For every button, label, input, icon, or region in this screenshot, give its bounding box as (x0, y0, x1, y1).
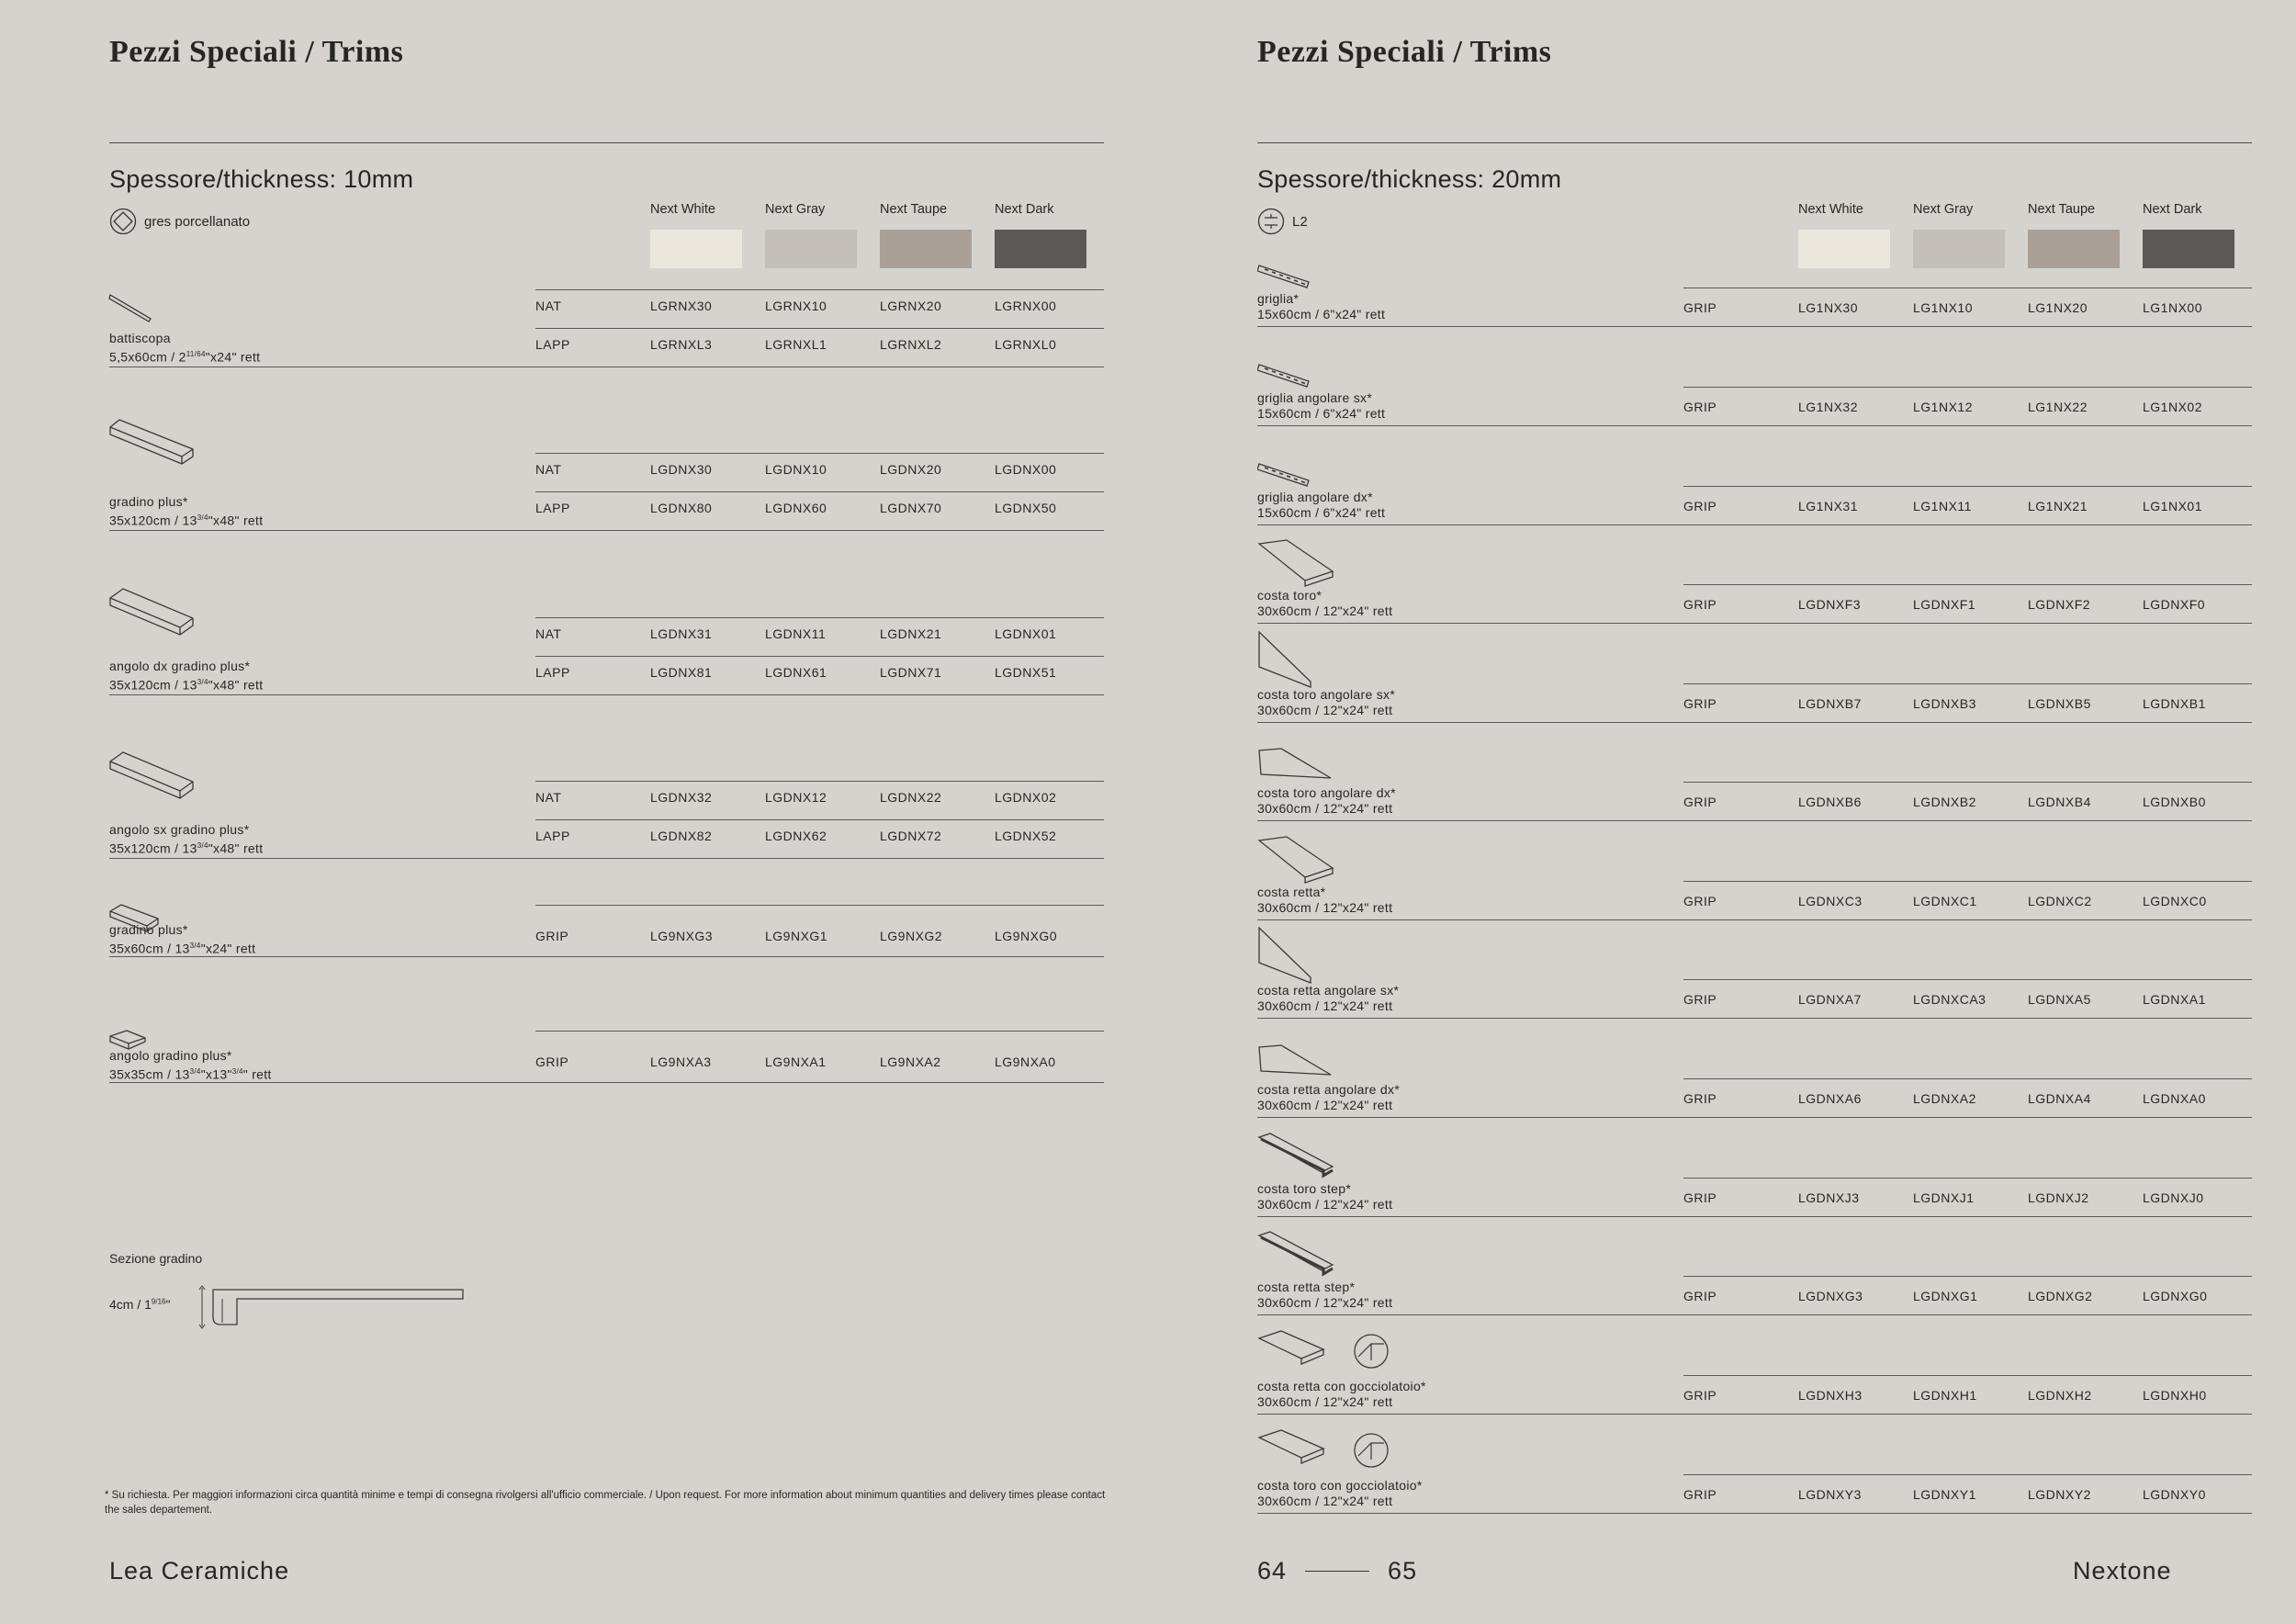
product-dimensions: 30x60cm / 12"x24" rett (1257, 1295, 1393, 1310)
dim-fraction: 3/4 (197, 841, 208, 850)
finish-code: GRIP (1683, 1091, 1717, 1106)
product-code: LGDNXF1 (1913, 597, 1976, 612)
page-number-right: 65 (1388, 1557, 1418, 1585)
brand-name: Lea Ceramiche (109, 1557, 290, 1585)
finish-code: GRIP (1683, 1190, 1717, 1205)
step-edge-icon (1257, 1132, 1335, 1187)
material-name: L2 (1292, 213, 1308, 230)
finish-code: GRIP (1683, 499, 1717, 513)
edge-corner-right-icon (1257, 1043, 1335, 1084)
finish-code: LAPP (535, 337, 570, 352)
product-code: LGDNX00 (995, 462, 1057, 477)
product-code: LG1NX10 (1913, 300, 1973, 315)
product-code: LGDNXF2 (2028, 597, 2091, 612)
row-divider-upper (1683, 1375, 2252, 1376)
product-code: LGDNXJ3 (1798, 1190, 1860, 1205)
product-code: LG9NXG1 (765, 929, 828, 943)
product-code: LGDNXB2 (1913, 795, 1976, 809)
product-code: LG1NX00 (2143, 300, 2202, 315)
row-divider (535, 328, 1104, 329)
row-divider (535, 289, 1104, 290)
product-code: LGRNX30 (650, 299, 713, 313)
material-label (109, 208, 250, 235)
row-divider (1257, 1117, 2252, 1118)
finish-code: GRIP (1683, 894, 1717, 908)
color-swatch (880, 230, 972, 268)
product-code: LGDNXY0 (2143, 1487, 2206, 1502)
product-code: LGRNXL1 (765, 337, 827, 352)
product-code: LGRNX20 (880, 299, 942, 313)
product-dimensions: 15x60cm / 6"x24" rett (1257, 307, 1386, 321)
product-code: LG9NXG0 (995, 929, 1058, 943)
product-code: LGDNXB4 (2028, 795, 2091, 809)
collection-name: Nextone (2073, 1557, 2172, 1585)
product-code: LGDNXA6 (1798, 1091, 1862, 1106)
product-code: LGDNXH0 (2143, 1388, 2207, 1403)
product-code: LG1NX31 (1798, 499, 1858, 513)
skirting-board-icon (108, 291, 154, 324)
product-code: LGDNXB0 (2143, 795, 2206, 809)
color-swatch (2028, 230, 2120, 268)
material-name: gres porcellanato (144, 213, 251, 230)
row-divider (535, 819, 1104, 820)
product-label (1257, 291, 1385, 322)
row-divider-upper (1683, 1276, 2252, 1277)
row-divider-upper (1683, 1078, 2252, 1079)
product-code: LGRNXL3 (650, 337, 713, 352)
right-page (1148, 0, 2296, 1624)
product-dimensions: $35x120cm / 13^{3/4}"x48$" rett (109, 513, 264, 528)
product-dimensions: 30x60cm / 12"x24" rett (1257, 1394, 1393, 1409)
color-swatch (2143, 230, 2234, 268)
row-divider-upper (1683, 584, 2252, 585)
product-code: LGDNX10 (765, 462, 827, 477)
product-dimensions: 30x60cm / 12"x24" rett (1257, 1098, 1393, 1112)
product-code: LG9NXA3 (650, 1054, 712, 1069)
product-code: LG1NX20 (2028, 300, 2088, 315)
product-dimensions: $35x35cm / 13^{3/4}"x13"^{3/4}$" rett (109, 1066, 272, 1082)
grille-icon (1257, 262, 1312, 293)
product-label (109, 822, 263, 857)
dim-fraction: 3/4 (231, 1067, 243, 1076)
finish-code: NAT (535, 790, 562, 805)
step-edge-icon (1257, 1230, 1335, 1285)
product-name: griglia angolare sx* (1257, 390, 1373, 405)
finish-code: NAT (535, 462, 562, 477)
product-name: costa toro* (1257, 588, 1322, 603)
product-code: LG1NX22 (2028, 400, 2088, 414)
product-dimensions: 30x60cm / 12"x24" rett (1257, 1494, 1393, 1508)
row-divider-upper (1683, 387, 2252, 388)
color-column-header: Next White (1798, 202, 1863, 217)
product-code: LG1NX30 (1798, 300, 1858, 315)
finish-code: GRIP (1683, 696, 1717, 711)
product-name: costa toro con gocciolatoio* (1257, 1478, 1423, 1493)
row-divider (535, 530, 1104, 531)
product-code: LG1NX01 (2143, 499, 2202, 513)
row-divider (1257, 326, 2252, 327)
product-name: costa retta angolare dx* (1257, 1082, 1401, 1097)
product-label (109, 331, 260, 366)
product-code: LGDNXC1 (1913, 894, 1977, 908)
row-divider-upper (1683, 486, 2252, 487)
thickness-heading: Spessore/thickness: 20mm (1257, 165, 1562, 193)
product-code: LGDNXA0 (2143, 1091, 2206, 1106)
name-underline (109, 694, 535, 695)
row-divider (1257, 722, 2252, 723)
row-divider (535, 956, 1104, 957)
color-column-header: Next Dark (2143, 202, 2202, 217)
color-swatch (650, 230, 742, 268)
product-dimensions: $5,5x60cm / 2^{11/64}"x24$" rett (109, 349, 261, 365)
product-label (1257, 1478, 1423, 1509)
row-divider (1257, 623, 2252, 624)
product-code: LGDNXG2 (2028, 1289, 2093, 1303)
product-code: LGDNX70 (880, 501, 942, 515)
step-section-drawing (195, 1284, 470, 1330)
product-code: LGDNX51 (995, 665, 1057, 680)
finish-code: GRIP (535, 1054, 569, 1069)
title-rule (1257, 142, 2252, 143)
product-code: LGDNX60 (765, 501, 827, 515)
product-label (1257, 785, 1396, 817)
product-dimensions: 15x60cm / 6"x24" rett (1257, 505, 1386, 520)
section-dimension: $4cm / 1^{9/16}$" (109, 1297, 171, 1312)
product-name: griglia angolare dx* (1257, 490, 1373, 504)
finish-code: NAT (535, 299, 562, 313)
name-underline (109, 858, 535, 859)
page-number-divider (1305, 1571, 1369, 1572)
row-divider (535, 453, 1104, 454)
name-underline (109, 530, 535, 531)
row-divider (535, 617, 1104, 618)
product-dimensions: $35x60cm / 13^{3/4}"x24$" rett (109, 941, 256, 956)
product-label (1257, 490, 1385, 521)
product-code: LGDNX61 (765, 665, 827, 680)
product-name: costa retta* (1257, 885, 1326, 899)
product-code: LGRNXL2 (880, 337, 942, 352)
finish-code: GRIP (1683, 1388, 1717, 1403)
product-dimensions: 30x60cm / 12"x24" rett (1257, 998, 1393, 1013)
title-rule (109, 142, 1104, 143)
product-code: LGDNX50 (995, 501, 1057, 515)
corner-step-icon (108, 585, 196, 645)
product-code: LGDNXB5 (2028, 696, 2091, 711)
product-label (109, 659, 263, 694)
product-name: gradino plus* (109, 922, 188, 937)
product-code: LGRNX10 (765, 299, 827, 313)
corner-step-short-icon (108, 1029, 150, 1056)
row-divider (535, 1031, 1104, 1032)
color-swatch (765, 230, 857, 268)
footnote: * Su richiesta. Per maggiori informazioni circa quantità minime e tempi di consegna rivolgersi all'ufficio commerciale. / Upon request. For more information about minimum quantities and delivery times please contact the sales departement. (105, 1490, 1106, 1516)
product-name: costa toro angolare sx* (1257, 687, 1396, 702)
row-divider (1257, 919, 2252, 920)
product-code: LGDNX02 (995, 790, 1057, 805)
product-code: LGDNXA7 (1798, 992, 1862, 1007)
product-name: gradino plus* (109, 494, 188, 509)
product-code: LGRNXL0 (995, 337, 1057, 352)
finish-code: GRIP (1683, 1487, 1717, 1502)
row-divider (1257, 820, 2252, 821)
finish-code: GRIP (1683, 1289, 1717, 1303)
product-code: LG1NX02 (2143, 400, 2202, 414)
product-code: LGDNXY2 (2028, 1487, 2091, 1502)
finish-code: LAPP (535, 665, 570, 680)
product-code: LGDNX01 (995, 626, 1057, 641)
color-swatch (995, 230, 1086, 268)
material-label (1257, 208, 1308, 235)
product-code: LGDNXB6 (1798, 795, 1862, 809)
l2-thickness-icon (1257, 208, 1285, 235)
product-code: LGDNXG0 (2143, 1289, 2208, 1303)
product-label (1257, 1082, 1400, 1113)
product-code: LGDNX12 (765, 790, 827, 805)
product-name: angolo sx gradino plus* (109, 822, 250, 837)
product-code: LGDNXC3 (1798, 894, 1863, 908)
product-code: LGDNXCA3 (1913, 992, 1986, 1007)
product-label (1257, 588, 1392, 619)
product-code: LGDNXG1 (1913, 1289, 1978, 1303)
edge-corner-left-icon (1257, 926, 1317, 988)
product-code: LGDNX72 (880, 829, 942, 843)
dim-fraction: 3/4 (189, 942, 201, 950)
product-code: LGDNX80 (650, 501, 713, 515)
product-dimensions: 30x60cm / 12"x24" rett (1257, 801, 1393, 816)
product-code: LGDNX30 (650, 462, 713, 477)
finish-code: GRIP (535, 929, 569, 943)
product-code: LGDNXG3 (1798, 1289, 1863, 1303)
product-name: costa toro angolare dx* (1257, 785, 1396, 800)
product-dimensions: $35x120cm / 13^{3/4}"x48$" rett (109, 677, 264, 693)
product-code: LGDNXY1 (1913, 1487, 1976, 1502)
row-divider-upper (1683, 1474, 2252, 1475)
product-code: LGDNXH2 (2028, 1388, 2092, 1403)
row-divider-upper (1683, 881, 2252, 882)
product-code: LG1NX11 (1913, 499, 1972, 513)
product-code: LG9NXA1 (765, 1054, 827, 1069)
product-dimensions: 30x60cm / 12"x24" rett (1257, 703, 1393, 717)
product-code: LGDNXB1 (2143, 696, 2206, 711)
finish-code: GRIP (1683, 795, 1717, 809)
product-code: LGDNX62 (765, 829, 827, 843)
product-code: LGDNX20 (880, 462, 942, 477)
product-code: LGDNXH3 (1798, 1388, 1863, 1403)
product-code: LGDNXF0 (2143, 597, 2206, 612)
product-code: LGDNX82 (650, 829, 713, 843)
edge-corner-right-icon (1257, 747, 1335, 787)
product-name: angolo dx gradino plus* (109, 659, 251, 673)
dim-fraction: 3/4 (197, 513, 208, 522)
row-divider (1257, 1414, 2252, 1415)
dim-fraction: 11/64 (186, 350, 206, 358)
dim-fraction: 3/4 (189, 1067, 201, 1076)
product-code: LGDNXJ0 (2143, 1190, 2204, 1205)
product-code: LG9NXA0 (995, 1054, 1056, 1069)
color-swatch (1913, 230, 2005, 268)
row-divider (1257, 1018, 2252, 1019)
product-dimensions: 15x60cm / 6"x24" rett (1257, 406, 1386, 421)
product-code: LGDNXA5 (2028, 992, 2091, 1007)
product-name: costa retta step* (1257, 1280, 1356, 1294)
product-name: griglia* (1257, 291, 1300, 306)
bullnose-edge-icon (1257, 538, 1335, 592)
product-code: LG1NX32 (1798, 400, 1858, 414)
product-code: LGDNXA2 (1913, 1091, 1976, 1106)
product-code: LG9NXG2 (880, 929, 943, 943)
row-divider (535, 656, 1104, 657)
product-code: LG1NX21 (2028, 499, 2088, 513)
color-column-header: Next Gray (1913, 202, 1974, 217)
thickness-heading: Spessore/thickness: 10mm (109, 165, 414, 193)
product-code: LGDNXJ1 (1913, 1190, 1975, 1205)
grille-icon (1257, 361, 1312, 392)
product-name: angolo gradino plus* (109, 1048, 232, 1063)
color-column-header: Next Taupe (880, 202, 948, 217)
product-label (109, 494, 263, 529)
finish-code: LAPP (535, 829, 570, 843)
product-code: LGDNXA1 (2143, 992, 2206, 1007)
porcelain-stoneware-icon (109, 208, 137, 235)
color-column-header: Next White (650, 202, 715, 217)
product-code: LGDNX21 (880, 626, 942, 641)
product-code: LGRNX00 (995, 299, 1057, 313)
product-code: LGDNXB7 (1798, 696, 1862, 711)
straight-edge-icon (1257, 835, 1335, 888)
product-label (1257, 885, 1392, 916)
product-code: LGDNXC0 (2143, 894, 2207, 908)
product-name: costa toro step* (1257, 1181, 1352, 1196)
product-code: LG9NXG3 (650, 929, 714, 943)
edge-corner-left-icon (1257, 630, 1317, 693)
row-divider (1257, 425, 2252, 426)
row-divider (535, 491, 1104, 492)
product-code: LG9NXA2 (880, 1054, 941, 1069)
product-name: costa retta angolare sx* (1257, 983, 1400, 998)
step-short-icon (108, 902, 162, 939)
color-column-header: Next Gray (765, 202, 826, 217)
row-divider-upper (1683, 782, 2252, 783)
row-divider-upper (1683, 979, 2252, 980)
row-divider (535, 694, 1104, 695)
row-divider-upper (1683, 683, 2252, 684)
product-code: LGDNX11 (765, 626, 827, 641)
product-code: LGDNXY3 (1798, 1487, 1862, 1502)
finish-code: NAT (535, 626, 562, 641)
product-dimensions: 30x60cm / 12"x24" rett (1257, 1197, 1393, 1212)
step-tread-icon (108, 416, 196, 471)
product-label (1257, 390, 1385, 422)
drip-edge-icon (1257, 1329, 1395, 1382)
product-dimensions: 30x60cm / 12"x24" rett (1257, 900, 1393, 915)
product-name: battiscopa (109, 331, 171, 345)
finish-code: GRIP (1683, 992, 1717, 1007)
product-code: LGDNX32 (650, 790, 713, 805)
color-column-header: Next Taupe (2028, 202, 2096, 217)
row-divider (535, 858, 1104, 859)
dim-fraction: 3/4 (197, 678, 208, 686)
product-code: LGDNX52 (995, 829, 1057, 843)
row-divider (1257, 524, 2252, 525)
page-numbers (1257, 1557, 1417, 1585)
row-divider (535, 781, 1104, 782)
product-dimensions: $35x120cm / 13^{3/4}"x48$" rett (109, 840, 264, 856)
row-divider (1257, 1216, 2252, 1217)
product-code: LGDNXJ2 (2028, 1190, 2089, 1205)
corner-step-icon (108, 749, 196, 808)
product-label (1257, 1379, 1426, 1410)
product-code: LGDNXA4 (2028, 1091, 2091, 1106)
product-dimensions: 30x60cm / 12"x24" rett (1257, 603, 1393, 618)
finish-code: GRIP (1683, 597, 1717, 612)
product-code: LGDNX22 (880, 790, 942, 805)
grille-icon (1257, 460, 1312, 491)
dim-fraction: 9/16 (151, 1297, 166, 1306)
page-title: Pezzi Speciali / Trims (1257, 35, 1552, 69)
row-divider (1257, 1513, 2252, 1514)
product-code: LG1NX12 (1913, 400, 1973, 414)
color-column-header: Next Dark (995, 202, 1054, 217)
product-code: LGDNX81 (650, 665, 713, 680)
product-code: LGDNXF3 (1798, 597, 1862, 612)
finish-code: GRIP (1683, 400, 1717, 414)
color-swatch (1798, 230, 1890, 268)
finish-code: LAPP (535, 501, 570, 515)
row-divider (1257, 1314, 2252, 1315)
product-name: costa retta con gocciolatoio* (1257, 1379, 1426, 1393)
product-code: LGDNX31 (650, 626, 713, 641)
product-code: LGDNX71 (880, 665, 942, 680)
product-code: LGDNXB3 (1913, 696, 1976, 711)
page-number-left: 64 (1257, 1557, 1288, 1585)
page-title: Pezzi Speciali / Trims (109, 35, 404, 69)
row-divider (535, 905, 1104, 906)
row-divider (535, 1082, 1104, 1083)
row-divider-upper (1683, 1178, 2252, 1179)
product-code: LGDNXC2 (2028, 894, 2092, 908)
finish-code: GRIP (1683, 300, 1717, 315)
drip-edge-icon (1257, 1428, 1395, 1482)
product-code: LGDNXH1 (1913, 1388, 1977, 1403)
section-label: Sezione gradino (109, 1251, 203, 1266)
